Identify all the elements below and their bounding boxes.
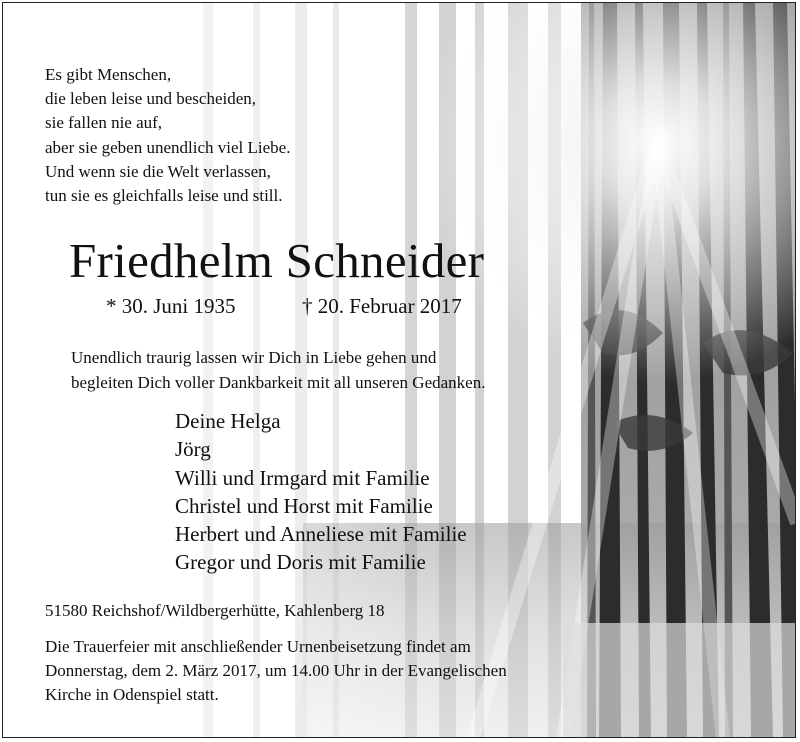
- poem-line: sie fallen nie auf,: [45, 113, 163, 133]
- service-line: Die Trauerfeier mit anschließender Urnenbeisetzung findet am: [45, 637, 471, 656]
- poem: [45, 63, 290, 208]
- mourner-entry: Christel und Horst mit Familie: [175, 493, 433, 518]
- mourner-entry: Willi und Irmgard mit Familie: [175, 465, 430, 490]
- mourners-list: [175, 407, 467, 577]
- funeral-service-info: [45, 635, 507, 708]
- family-address: 51580 Reichshof/Wildbergerhütte, Kahlenberg 18: [45, 601, 385, 620]
- farewell-line: begleiten Dich voller Dankbarkeit mit all unseren Gedanken.: [71, 372, 486, 392]
- poem-line: Und wenn sie die Welt verlassen,: [45, 161, 271, 181]
- birth-date: * 30. Juni 1935: [106, 294, 236, 318]
- mourner-entry: Jörg: [175, 437, 211, 462]
- poem-line: Es gibt Menschen,: [45, 65, 172, 84]
- service-line: Kirche in Odenspiel statt.: [45, 685, 219, 705]
- farewell-text: [71, 346, 485, 395]
- poem-line: aber sie geben unendlich viel Liebe.: [45, 137, 291, 157]
- poem-line: tun sie es gleichfalls leise und still.: [45, 186, 283, 206]
- mourner-entry: Herbert und Anneliese mit Familie: [175, 522, 467, 547]
- mourner-entry: Gregor und Doris mit Familie: [175, 550, 426, 575]
- deceased-name: Friedhelm Schneider: [69, 233, 485, 288]
- obituary-notice: [2, 2, 796, 738]
- mourner-entry: Deine Helga: [175, 409, 281, 433]
- death-date: † 20. Februar 2017: [302, 294, 462, 318]
- poem-line: die leben leise und bescheiden,: [45, 89, 257, 109]
- farewell-line: Unendlich traurig lassen wir Dich in Liebe gehen und: [71, 348, 437, 367]
- service-line: Donnerstag, dem 2. März 2017, um 14.00 Uhr in der Evangelischen: [45, 661, 507, 681]
